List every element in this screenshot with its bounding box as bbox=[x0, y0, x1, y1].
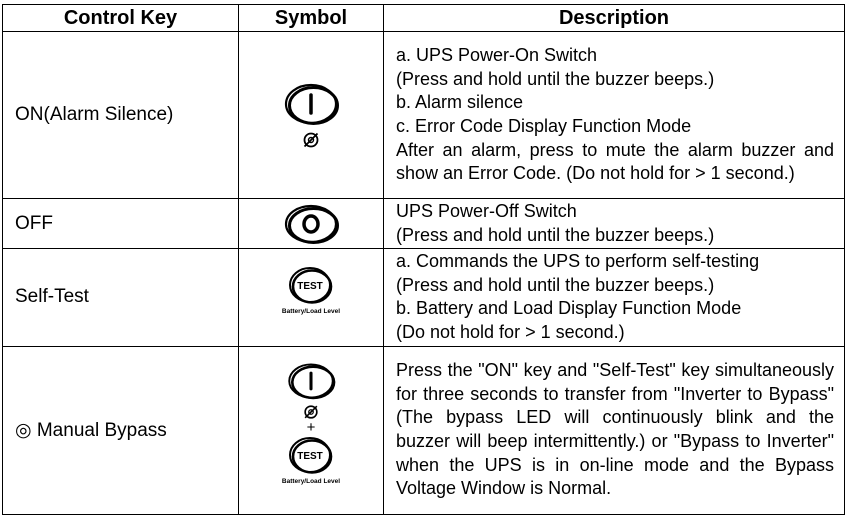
table-row-manual-bypass bbox=[3, 346, 845, 514]
test-button-icon bbox=[280, 265, 342, 329]
desc-line: (Do not hold for > 1 second.) bbox=[396, 321, 625, 342]
description-self-test bbox=[384, 249, 845, 346]
description-on-alarm-silence bbox=[384, 32, 845, 199]
battery-load-level-caption: Battery/Load Level bbox=[281, 308, 341, 316]
symbol-cell-off bbox=[239, 199, 384, 249]
test-button-icon bbox=[280, 435, 342, 499]
test-button-label: TEST bbox=[297, 451, 323, 463]
plus-sign: + bbox=[306, 419, 316, 437]
control-key-on-alarm-silence: ON(Alarm Silence) bbox=[3, 32, 239, 199]
desc-line: c. Error Code Display Function Mode bbox=[396, 116, 692, 136]
symbol-cell-self-test bbox=[239, 249, 384, 346]
control-key-off: OFF bbox=[3, 199, 239, 249]
control-key-manual-bypass: ◎ Manual Bypass bbox=[3, 346, 239, 514]
header-control-key: Control Key bbox=[3, 5, 239, 32]
control-key-self-test: Self-Test bbox=[3, 249, 239, 346]
power-on-button-icon bbox=[282, 81, 340, 127]
header-symbol: Symbol bbox=[239, 5, 384, 32]
table-row-off bbox=[3, 199, 845, 249]
desc-line: a. Commands the UPS to perform self-testing bbox=[396, 251, 760, 272]
desc-line: UPS Power-Off Switch bbox=[396, 201, 577, 221]
table-row-on-alarm-silence bbox=[3, 32, 845, 199]
alarm-mute-icon bbox=[301, 130, 321, 150]
control-key-table bbox=[2, 4, 845, 515]
desc-line: (Press and hold until the buzzer beeps.) bbox=[396, 68, 715, 89]
symbol-cell-manual-bypass bbox=[239, 346, 384, 514]
power-on-button-icon bbox=[282, 361, 340, 401]
desc-line: b. Alarm silence bbox=[396, 92, 524, 113]
desc-line: b. Battery and Load Display Function Mode bbox=[396, 298, 742, 319]
desc-line: (Press and hold until the buzzer beeps.) bbox=[396, 274, 715, 295]
header-description: Description bbox=[384, 5, 845, 32]
battery-load-level-caption: Battery/Load Level bbox=[281, 478, 341, 486]
desc-line: a. UPS Power-On Switch bbox=[396, 45, 598, 66]
description-off bbox=[384, 199, 845, 249]
power-off-button-icon bbox=[282, 202, 340, 246]
test-button-label: TEST bbox=[297, 281, 323, 293]
desc-paragraph: Press the "ON" key and "Self-Test" key simultaneously for three seconds to transfer from "Inverter to Bypass" (The bypass LED will continuously blink and the buzzer will beep intermittently.) or "Bypass to Inverter" when the UPS is in on-line mode and the Bypass Voltage Window is Normal. bbox=[396, 360, 834, 499]
symbol-cell-on bbox=[239, 32, 384, 199]
table-row-self-test bbox=[3, 249, 845, 346]
desc-line: (Press and hold until the buzzer beeps.) bbox=[396, 224, 715, 245]
desc-line: After an alarm, press to mute the alarm buzzer and show an Error Code. (Do not hold for > 1 second.) bbox=[396, 139, 834, 184]
description-manual-bypass bbox=[384, 346, 845, 514]
table-header-row bbox=[3, 5, 845, 32]
